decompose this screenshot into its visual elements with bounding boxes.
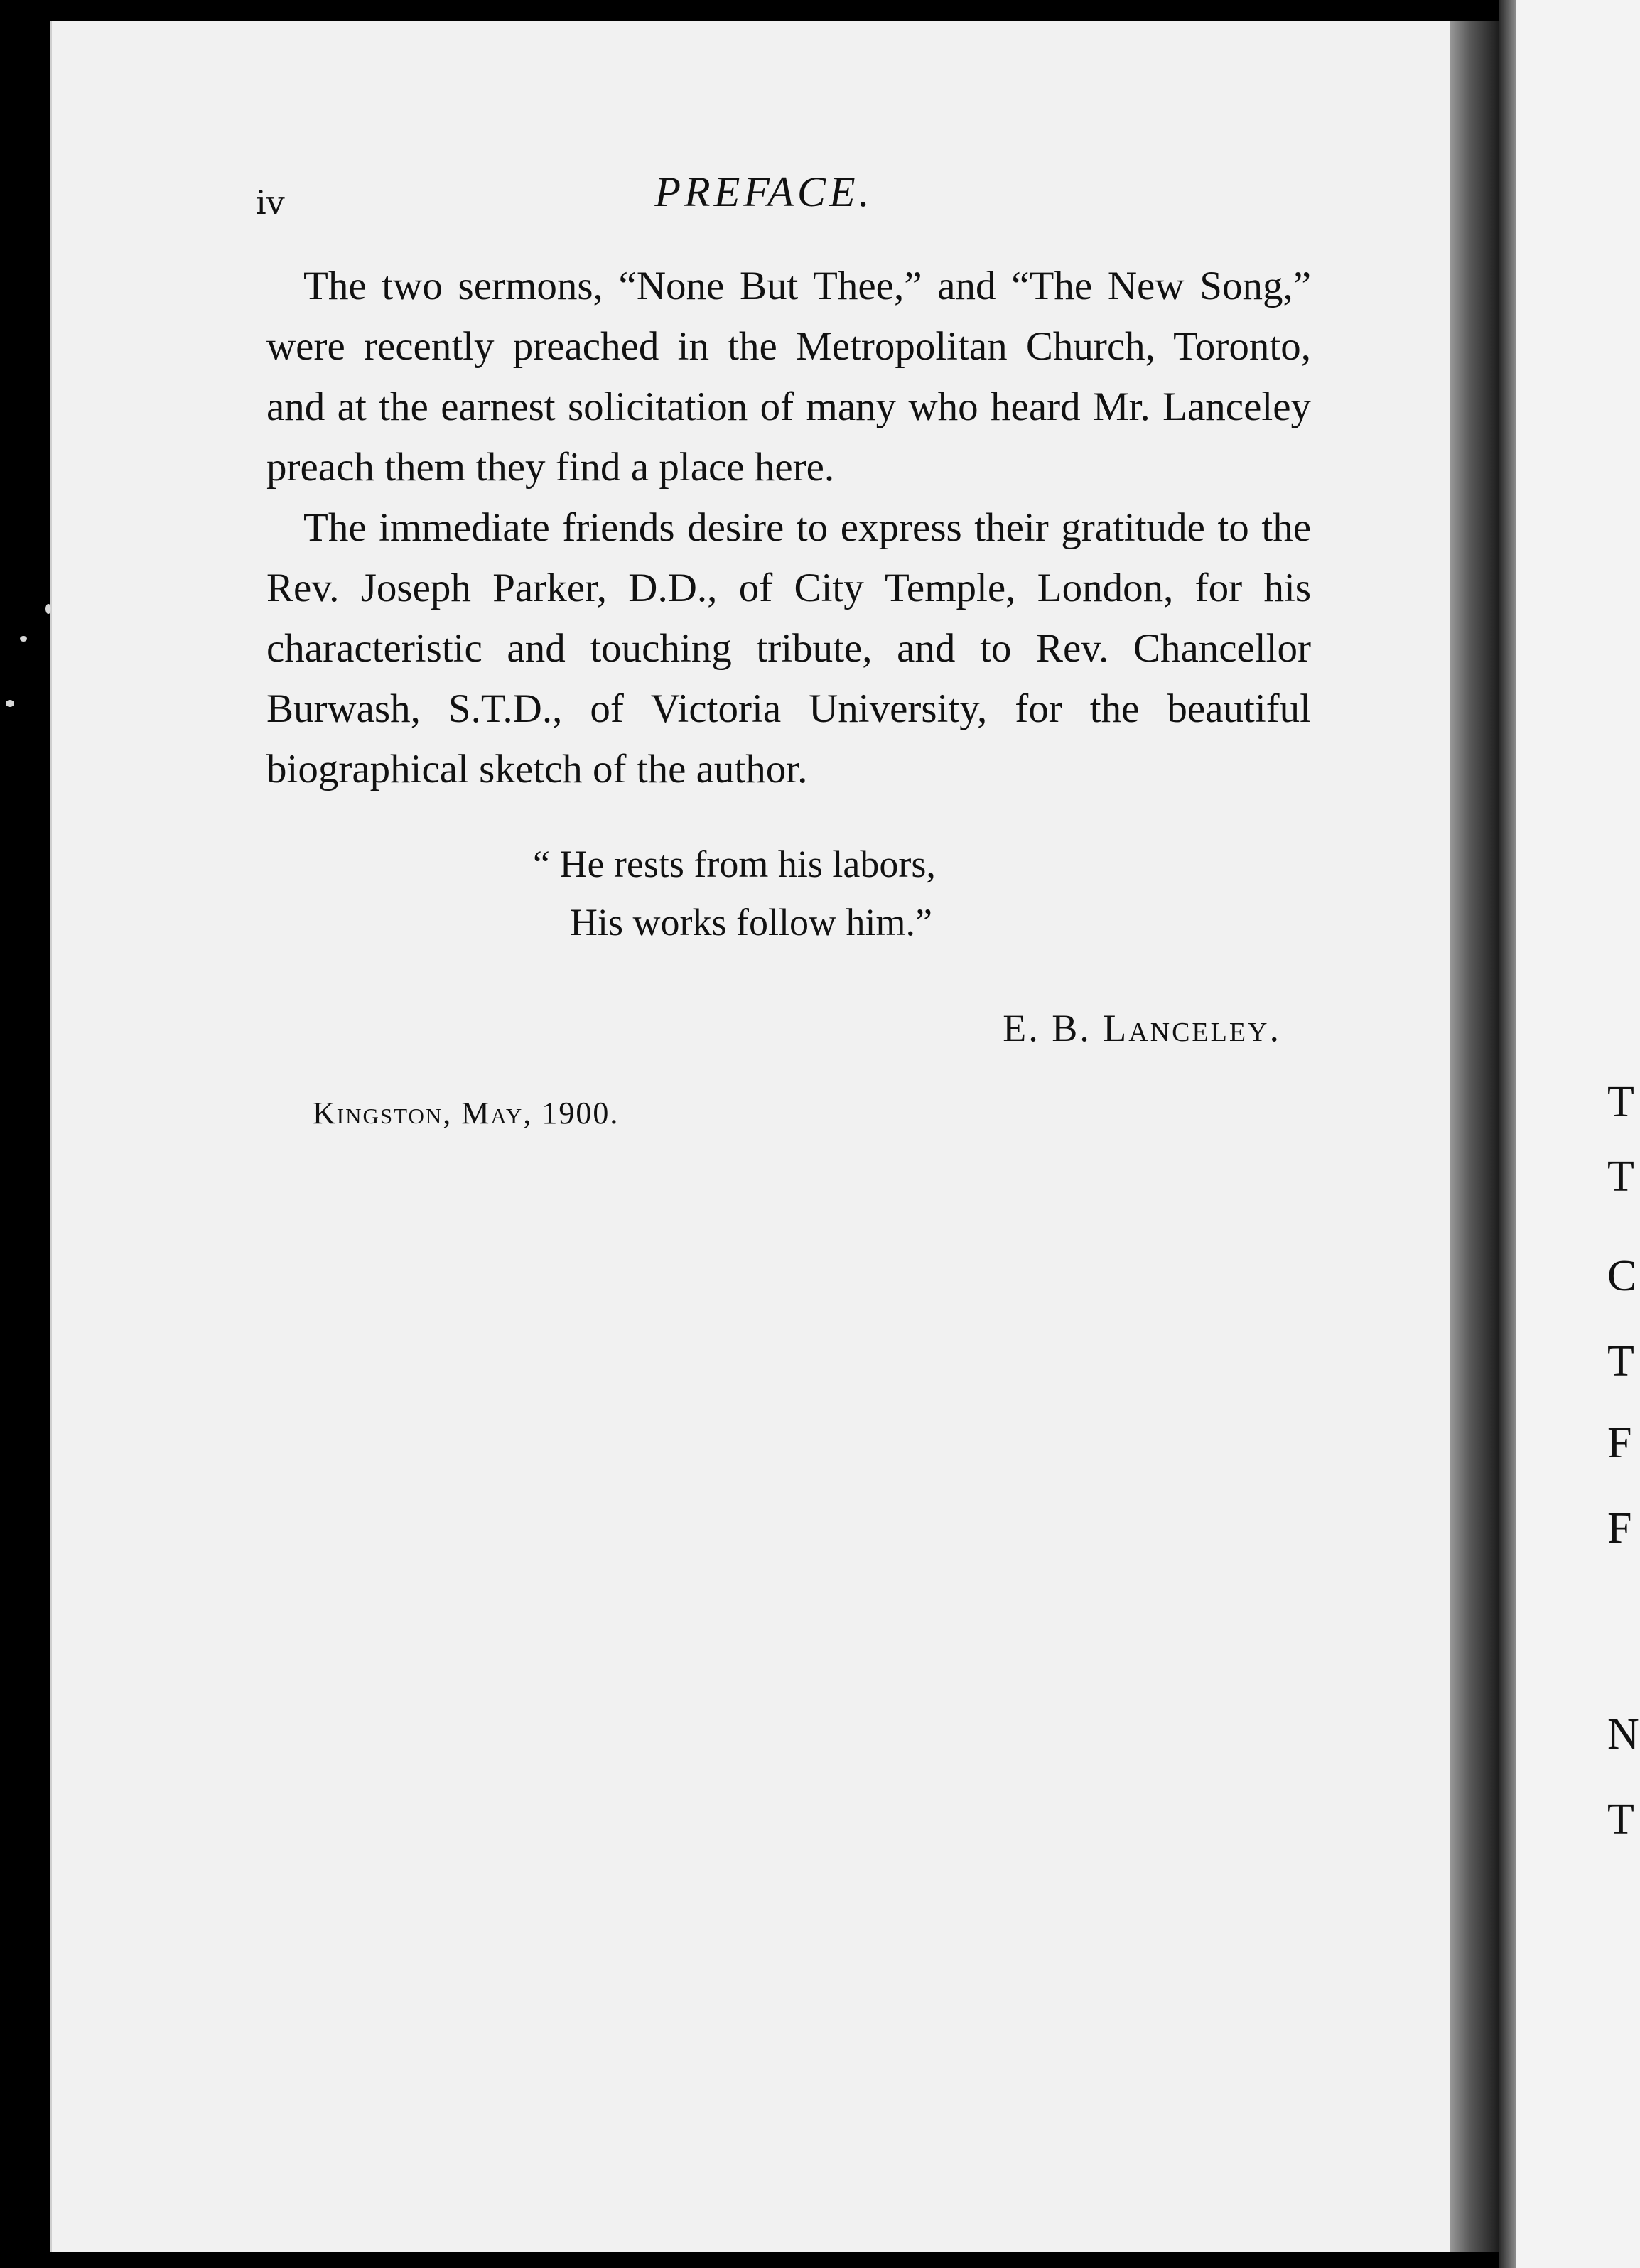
facing-page-letter: F: [1607, 1504, 1632, 1552]
epigraph-line: His works follow him.”: [570, 901, 932, 944]
page-edge-shadow: [1450, 21, 1499, 2252]
facing-page-letter: T: [1607, 1152, 1634, 1201]
facing-page-edge: [1499, 0, 1640, 2268]
running-head: PREFACE.: [654, 168, 873, 215]
preface-paragraph: The two sermons, “None But Thee,” and “The New Song,” were recently preached in the Metropolitan Church, Toronto, and at the earnest solicitation of many who heard Mr. Lanceley preach them they find a place here.: [266, 264, 1311, 490]
preface-paragraph: The immediate friends desire to express their gratitude to the Rev. Joseph Parker, D.D., of City Temple, London, for his characteristic and touching tribute, and to Rev. Chancellor Burwash, S.T.D., of Victoria University, for the beautiful biographical sketch of the author.: [266, 505, 1311, 792]
facing-page-letter: T: [1607, 1078, 1634, 1126]
scan-speck: [45, 604, 51, 614]
facing-page-gutter: [1499, 0, 1516, 2268]
facing-page-letter: F: [1607, 1419, 1632, 1467]
facing-page-letter: N: [1607, 1710, 1639, 1759]
scan-speck: [20, 636, 27, 642]
preface-body: [266, 256, 1311, 799]
facing-page-letter: T: [1607, 1796, 1634, 1844]
facing-page-letter: C: [1607, 1252, 1637, 1300]
scan-speck: [6, 700, 14, 707]
epigraph-line: “ He rests from his labors,: [533, 843, 936, 885]
facing-page-letter: T: [1607, 1337, 1634, 1386]
page-number: iv: [256, 183, 285, 222]
dateline: Kingston, May, 1900.: [313, 1096, 620, 1130]
epigraph: [533, 835, 936, 951]
signature: E. B. Lanceley.: [1003, 1007, 1281, 1049]
